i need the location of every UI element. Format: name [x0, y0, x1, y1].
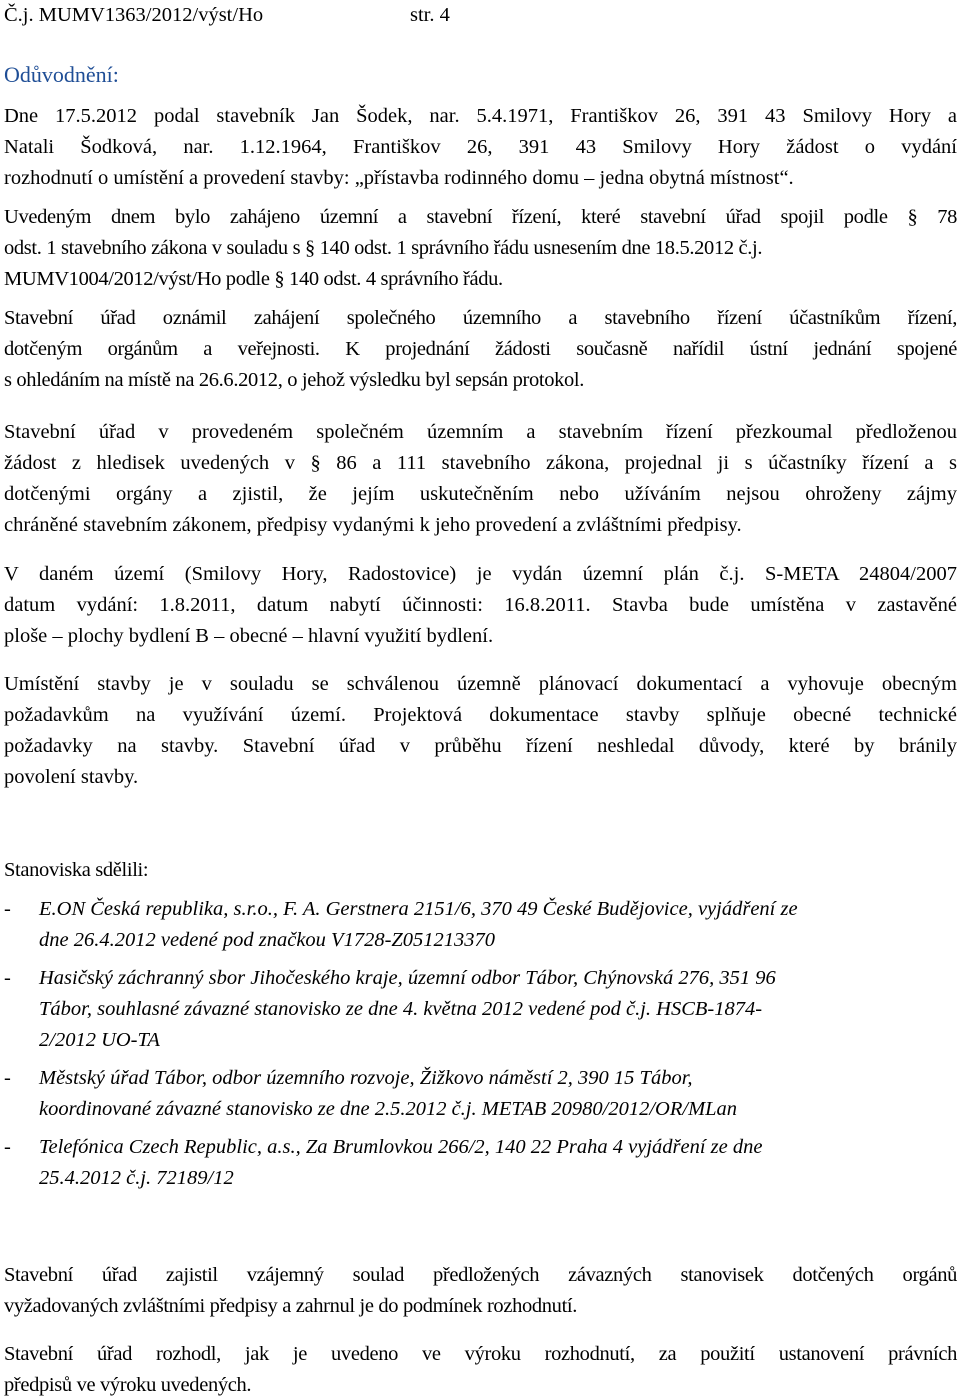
paragraph-line: chráněné stavebním zákonem, předpisy vydanými k jeho provedení a zvláštními předpisy.	[4, 514, 742, 536]
paragraph-line: ploše – plochy bydlení B – obecné – hlavní využití bydlení.	[4, 625, 494, 647]
list-item-line: 25.4.2012 č.j. 72189/12	[39, 1167, 234, 1189]
paragraph-line: žádost z hledisek uvedených v § 86 a 111 stavebního zákona, projednal ji s účastníky řízení a s	[4, 452, 957, 474]
paragraph-line: Umístění stavby je v souladu se schválenou územně plánovací dokumentací a vyhovuje obecným	[4, 673, 957, 695]
list-item-line: Hasičský záchranný sbor Jihočeského kraje, územní odbor Tábor, Chýnovská 276, 351 96	[39, 967, 776, 989]
paragraph-line: požadavky na stavby. Stavební úřad v průběhu řízení neshledal důvody, které by bránily	[4, 735, 957, 757]
reference-number: Č.j. MUMV1363/2012/výst/Ho	[4, 4, 264, 26]
paragraph-line: Dne 17.5.2012 podal stavebník Jan Šodek, nar. 5.4.1971, Františkov 26, 391 43 Smilovy Hory a	[4, 105, 957, 127]
paragraph-line: vyžadovaných zvláštními předpisy a zahrnul je do podmínek rozhodnutí.	[4, 1295, 578, 1317]
list-item-line: 2/2012 UO-TA	[39, 1029, 160, 1051]
list-item-line: dne 26.4.2012 vedené pod značkou V1728-Z051213370	[39, 929, 496, 951]
paragraph-line: Natali Šodková, nar. 1.12.1964, Františkov 26, 391 43 Smilovy Hory žádost o vydání	[4, 136, 957, 158]
paragraph-line: dotčenými orgány a zjistil, že jejím uskutečněním nebo užíváním nejsou ohroženy zájmy	[4, 483, 957, 505]
list-item-line: Telefónica Czech Republic, a.s., Za Brumlovkou 266/2, 140 22 Praha 4 vyjádření ze dne	[39, 1136, 763, 1158]
list-item-line: Městský úřad Tábor, odbor územního rozvoje, Žižkovo náměstí 2, 390 15 Tábor,	[39, 1067, 693, 1089]
list-item-line: koordinované závazné stanovisko ze dne 2.5.2012 č.j. METAB 20980/2012/OR/MLan	[39, 1098, 738, 1120]
paragraph-line: V daném území (Smilovy Hory, Radostovice) je vydán územní plán č.j. S-META 24804/2007	[4, 563, 957, 585]
list-dash: -	[4, 967, 11, 989]
paragraph-line: datum vydání: 1.8.2011, datum nabytí účinnosti: 16.8.2011. Stavba bude umístěna v zastavěné	[4, 594, 957, 616]
paragraph-line: dotčeným orgánům a veřejnosti. K projednání žádosti současně nařídil ústní jednání spojené	[4, 338, 957, 360]
list-dash: -	[4, 1136, 11, 1158]
paragraph-line: Stavební úřad zajistil vzájemný soulad předložených závazných stanovisek dotčených orgánů	[4, 1264, 957, 1286]
page-number: str. 4	[410, 4, 450, 26]
paragraph-line: povolení stavby.	[4, 766, 139, 788]
list-dash: -	[4, 898, 11, 920]
paragraph-line: s ohledáním na místě na 26.6.2012, o jehož výsledku byl sepsán protokol.	[4, 369, 585, 391]
paragraph-line: požadavkům na využívání území. Projektová dokumentace stavby splňuje obecné technické	[4, 704, 957, 726]
paragraph-line: rozhodnutí o umístění a provedení stavby: „přístavba rodinného domu – jedna obytná místnost“.	[4, 167, 794, 189]
paragraph-line: MUMV1004/2012/výst/Ho podle § 140 odst. 4 správního řádu.	[4, 268, 503, 290]
list-dash: -	[4, 1067, 11, 1089]
paragraph-line: odst. 1 stavebního zákona v souladu s § 140 odst. 1 správního řádu usnesením dne 18.5.2012 č.j.	[4, 237, 763, 259]
page-header	[4, 3, 450, 27]
paragraph-line: Stavební úřad oznámil zahájení společného územního a stavebního řízení účastníkům řízení,	[4, 307, 957, 329]
list-item-line: E.ON Česká republika, s.r.o., F. A. Gerstnera 2151/6, 370 49 České Budějovice, vyjádření ze	[39, 898, 798, 920]
paragraph-line: Uvedeným dnem bylo zahájeno územní a stavební řízení, které stavební úřad spojil podle § 78	[4, 206, 957, 228]
paragraph-line: Stavební úřad v provedeném společném územním a stavebním řízení přezkoumal předloženou	[4, 421, 957, 443]
list-item-line: Tábor, souhlasné závazné stanovisko ze dne 4. května 2012 vedené pod č.j. HSCB-1874-	[39, 998, 763, 1020]
paragraph-line: předpisů ve výroku uvedených.	[4, 1374, 252, 1396]
section-heading: Odůvodnění:	[4, 62, 119, 87]
opinions-label: Stanoviska sdělili:	[4, 859, 149, 881]
paragraph-line: Stavební úřad rozhodl, jak je uvedeno ve výroku rozhodnutí, za použití ustanovení právních	[4, 1343, 957, 1365]
